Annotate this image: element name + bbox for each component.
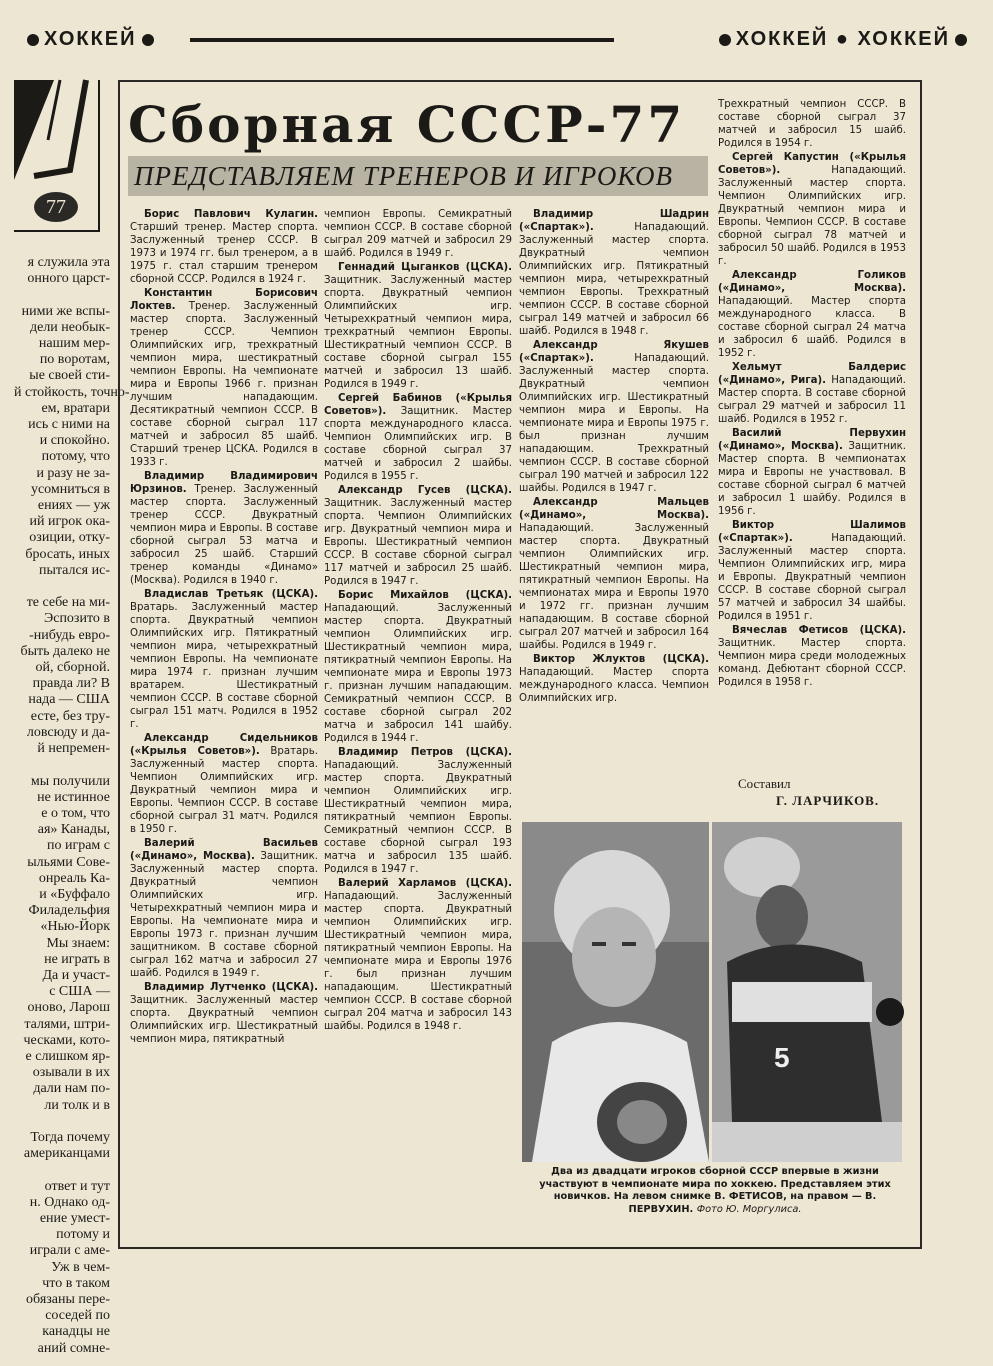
fragment-line: е слишком яр-: [25, 1048, 110, 1064]
player-bio: Защитник. Заслуженный мастер спорта. Двукратный чемпион Олимпийских игр. Четырехкратный чемпион мира и Европы. На чемпионате мира и Европы 1973 г. признан лучшим защитником. В составе сборной сыграл 162 матча и забросил 27 шайб. Родился в 1949 г.: [130, 851, 318, 979]
player-bio: Защитник. Мастер спорта. Чемпион мира среди молодежных команд. Дебютант сборной СССР. Родился в 1958 г.: [718, 638, 906, 688]
player-bio: Нападающий. Заслуженный мастер спорта. Чемпион Олимпийских игр, мира и Европы. Двукратный чемпион СССР. В составе сборной сыграл 57 матчей и забросил 34 шайбы. Родился в 1951 г.: [718, 533, 906, 622]
fragment-line: й стойкость, точно-: [14, 384, 130, 400]
player-entry: [519, 653, 709, 705]
article-title: Сборная СССР-77: [128, 95, 686, 154]
player-name: Владимир Лутченко (ЦСКА).: [144, 982, 318, 993]
fragment-line: дали нам по-: [33, 1081, 110, 1097]
fragment-line: ые своей сти-: [29, 368, 110, 384]
fragment-line: обязаны пере-: [26, 1292, 110, 1307]
article-subtitle: ПРЕДСТАВЛЯЕМ ТРЕНЕРОВ И ИГРОКОВ: [128, 156, 708, 196]
player-name: Константин Борисович Локтев.: [130, 288, 318, 312]
fragment-line: потому и: [56, 1227, 110, 1243]
player-entry: [324, 208, 512, 260]
player-entry: [324, 877, 512, 1033]
author-name: Г. ЛАРЧИКОВ.: [776, 793, 880, 808]
player-bio: Нападающий. Заслуженный мастер спорта. Чемпион Олимпийских игр. Двукратный чемпион мира и Европы. Чемпион СССР. В составе сборной сыграл 78 матчей и забросил 50 шайб. Родился в 1953 г.: [718, 165, 906, 267]
fragment-line: Мы знаем:: [46, 935, 110, 951]
page-header: [22, 24, 972, 56]
fragment-line: ем, вратари: [41, 400, 110, 416]
fragment-line: ий игрок ока-: [29, 514, 110, 530]
fragment-line: [14, 1114, 110, 1130]
player-bio: Нападающий. Заслуженный мастер спорта. Двукратный чемпион Олимпийских игр. Шестикратный чемпион мира, пятикратный чемпион Европы. На чемпионатах мира и Европы 1970 и 1972 гг. признан лучшим нападающим. В составе сборной сыграл 207 матчей и забросил 164 шайбы. Родился в 1949 г.: [519, 523, 709, 651]
fragment-line: ыльями Сове-: [27, 854, 110, 870]
player-bio: Защитник. Заслуженный мастер спорта. Чемпион Олимпийских игр. Двукратный чемпион мира и Европы. Шестикратный чемпион СССР. В составе сборной сыграл 117 матчей и забросил 25 шайб. Родился в 1947 г.: [324, 498, 512, 587]
fragment-line: онного царст-: [27, 271, 110, 287]
player-name: Сергей Капустин («Крылья Советов»).: [718, 152, 906, 176]
player-name: Владимир Владимирович Юрзинов.: [130, 471, 318, 495]
fragment-line: не играть в: [44, 951, 110, 967]
fragment-line: ение умест-: [39, 1210, 110, 1226]
player-entry: [718, 519, 906, 623]
player-name: Виктор Шалимов («Спартак»).: [718, 520, 906, 544]
player-entry: [718, 98, 906, 150]
player-name: Хельмут Балдерис («Динамо», Рига).: [718, 362, 906, 386]
section-label-text: ХОККЕЙ: [44, 28, 137, 50]
player-name: Василий Первухин («Динамо», Москва).: [718, 428, 906, 452]
fragment-line: [14, 287, 110, 303]
fragment-line: бросать, иных: [25, 546, 110, 562]
bullet-icon: [142, 34, 154, 46]
player-name: Александр Мальцев («Динамо», Москва).: [519, 497, 709, 521]
player-entry: [718, 427, 906, 518]
fragment-line: [14, 757, 110, 773]
player-entry: [130, 732, 318, 836]
fragment-line: канадцы не: [42, 1324, 110, 1340]
fragment-line: что в таком: [42, 1275, 110, 1291]
text-column-2: [324, 208, 512, 1034]
player-bio: Нападающий. Заслуженный мастер спорта. Двукратный чемпион Олимпийских игр. Шестикратный чемпион мира, пятикратный чемпион Европы. Семикратный чемпион СССР. В составе сборной сыграл 193 матча и забросил 135 шайб. Родился в 1947 г.: [324, 760, 512, 875]
fragment-line: -нибудь евро-: [29, 627, 110, 643]
player-bio: Нападающий. Мастер спорта. В составе сборной сыграл 29 матчей и забросил 11 шайб. Родился в 1952 г.: [718, 375, 906, 425]
player-bio: Тренер. Заслуженный мастер спорта. Заслуженный тренер СССР. Чемпион Олимпийских игр, трехкратный чемпион мира, шестикратный чемпион Европы. На чемпионате мира и Европы 1966 г. признан лучшим нападающим. Десятикратный чемпион СССР. В составе сборной сыграл 117 матчей и забросил 85 шайб. Старший тренер ЦСКА. Родился в 1933 г.: [130, 301, 318, 468]
fragment-line: ответ и тут: [44, 1178, 110, 1194]
player-entry: [519, 208, 709, 338]
player-entry: [324, 484, 512, 588]
fragment-line: нашим мер-: [38, 336, 110, 352]
fragment-line: ли толк и в: [44, 1097, 110, 1113]
fragment-line: е о том, что: [41, 805, 110, 821]
player-entry: [130, 981, 318, 1046]
fragment-line: н. Однако од-: [29, 1194, 110, 1210]
fragment-line: Эспозито в: [43, 611, 110, 627]
logo-number: 77: [34, 192, 78, 222]
player-name: Борис Павлович Кулагин.: [144, 209, 318, 220]
player-name: Владимир Петров (ЦСКА).: [338, 747, 512, 758]
player-bio: Нападающий. Мастер спорта международного класса. В составе сборной сыграл 24 матча и забросил 6 шайб. Родился в 1952 г.: [718, 296, 906, 359]
player-bio: Нападающий. Заслуженный мастер спорта. Двукратный чемпион Олимпийских игр. Шестикратный чемпион мира, пятикратный чемпион Европы. На чемпионате мира и Европы 1976 г. был признан лучшим нападающим. Шестикратный чемпион СССР. В составе сборной сыграл 204 матча и забросил 143 шайбы. Родился в 1948 г.: [324, 891, 512, 1032]
player-action-image: [712, 822, 902, 1162]
fragment-line: с США —: [49, 984, 110, 1000]
fragment-line: оново, Ларош: [27, 1000, 110, 1016]
fragment-line: по воротам,: [39, 352, 110, 368]
fragment-line: [14, 1162, 110, 1178]
photo-credit: Фото Ю. Моргулиса.: [696, 1203, 802, 1215]
fragment-line: ними же вспы-: [21, 303, 110, 319]
text-column-4: [718, 98, 906, 690]
text-column-1: [130, 208, 318, 1047]
player-bio: Защитник. Заслуженный мастер спорта. Двукратный чемпион Олимпийских игр. Шестикратный чемпион мира, пятикратный: [130, 995, 318, 1045]
player-name: Александр Гусев (ЦСКА).: [338, 485, 512, 496]
jersey-number: 5: [774, 1042, 790, 1073]
fragment-line: есте, без тру-: [30, 708, 110, 724]
fragment-line: ениях — уж: [37, 498, 110, 514]
player-bio: Старший тренер. Мастер спорта. Заслуженный тренер СССР. В 1973 и 1974 гг. был тренером, а в 1975 г. стал старшим тренером сборной СССР. Родился в 1924 г.: [130, 222, 318, 285]
fragment-line: играли с аме-: [29, 1243, 110, 1259]
player-entry: [130, 837, 318, 980]
fragment-line: быть далеко не: [20, 643, 110, 659]
player-bio: Защитник. Мастер спорта. В чемпионатах мира и Европы не участвовал. В составе сборной сыграл 6 матчей и забросил 1 шайбу. Родился в 1956 г.: [718, 441, 906, 517]
fragment-line: талями, штри-: [24, 1016, 110, 1032]
player-entry: [324, 261, 512, 391]
fragment-line: Да и участ-: [42, 967, 110, 983]
player-bio: Нападающий. Заслуженный мастер спорта. Двукратный чемпион Олимпийских игр. Шестикратный чемпион мира и Европы. На чемпионате мира и Европы 1975 г. был признан лучшим нападающим. Трехкратный чемпион СССР. В составе сборной сыграл 190 матчей и забросил 122 шайбы. Родился в 1947 г.: [519, 353, 709, 494]
player-bio: Нападающий. Мастер спорта международного класса. Чемпион Олимпийских игр.: [519, 667, 709, 704]
bullet-icon: [27, 34, 39, 46]
fragment-line: и «Буффало: [39, 886, 110, 902]
section-label-left: [22, 28, 159, 51]
player-entry: [519, 339, 709, 495]
player-bio: Нападающий. Заслуженный мастер спорта. Двукратный чемпион Олимпийских игр. Шестикратный чемпион мира, пятикратный чемпион Европы. На чемпионате мира и Европы 1973 г. признан лучшим нападающим. Семикратный чемпион СССР. В составе сборной сыграл 202 матча и забросил 141 шайбу. Родился в 1944 г.: [324, 603, 512, 744]
player-name: Владимир Шадрин («Спартак»).: [519, 209, 709, 233]
fragment-line: Уж в чем-: [51, 1259, 110, 1275]
player-bio: Нападающий. Заслуженный мастер спорта. Двукратный чемпион Олимпийских игр. Пятикратный чемпион мира, четырехкратный чемпион Европы. Трехкратный чемпион СССР. В составе сборной сыграл 149 матчей и забросил 66 шайб. Родился в 1948 г.: [519, 222, 709, 337]
player-name: Александр Якушев («Спартак»).: [519, 340, 709, 364]
player-bio: Вратарь. Заслуженный мастер спорта. Чемпион Олимпийских игр. Двукратный чемпион мира и Европы. Чемпион СССР. В составе сборной сыграл 31 матч. Родился в 1950 г.: [130, 746, 318, 835]
fragment-line: онреаль Ка-: [38, 870, 110, 886]
fragment-line: я служила эта: [27, 255, 110, 270]
fragment-line: Тогда почему: [30, 1129, 110, 1145]
fragment-line: по играм с: [46, 838, 110, 854]
hockey-stick-icon: [14, 80, 98, 190]
player-bio: Тренер. Заслуженный мастер спорта. Заслуженный тренер СССР. Двукратный чемпион мира и Европы. В составе сборной сыграл 53 матча и забросил 25 шайб. Старший тренер команды «Динамо» (Москва). Родился в 1940 г.: [130, 484, 318, 586]
fragment-line: озывали в их: [32, 1065, 110, 1081]
player-bio: Трехкратный чемпион СССР. В составе сборной сыграл 37 матчей и забросил 15 шайб. Родился в 1954 г.: [718, 99, 906, 149]
player-name: Вячеслав Фетисов (ЦСКА).: [732, 625, 906, 636]
text-column-3: [519, 208, 709, 706]
fragment-line: ись с ними на: [28, 417, 110, 433]
fragment-line: соседей по: [45, 1308, 110, 1324]
bullet-icon: [955, 34, 967, 46]
player-entry: [718, 361, 906, 426]
player-name: Сергей Бабинов («Крылья Советов»).: [324, 393, 512, 417]
fragment-line: ой, сборной.: [35, 660, 110, 676]
player-entry: [130, 287, 318, 469]
player-bio: Защитник. Мастер спорта международного класса. Чемпион Олимпийских игр. В составе сборной сыграл 37 матчей и забросил 2 шайбы. Родился в 1955 г.: [324, 406, 512, 482]
fragment-line: мы получили: [30, 773, 110, 789]
fragment-line: й непремен-: [37, 741, 110, 757]
player-entry: [519, 496, 709, 652]
player-name: Борис Михайлов (ЦСКА).: [338, 590, 512, 601]
player-portrait-image: [522, 822, 709, 1162]
fragment-line: правда ли? В: [32, 676, 110, 692]
fragment-line: те себе на ми-: [26, 595, 110, 611]
player-bio: чемпион Европы. Семикратный чемпион СССР. В составе сборной сыграл 209 матчей и забросил 29 шайб. Родился в 1949 г.: [324, 209, 512, 259]
player-name: Валерий Харламов (ЦСКА).: [338, 878, 512, 889]
bullet-icon: [719, 34, 731, 46]
player-entry: [718, 151, 906, 268]
fragment-line: [14, 579, 110, 595]
player-bio: Защитник. Заслуженный мастер спорта. Двукратный чемпион Олимпийских игр. Четырехкратный чемпион мира, трехкратный чемпион Европы. Шестикратный чемпион СССР. В составе сборной сыграл 155 матчей и забросил 13 шайб. Родился в 1949 г.: [324, 275, 512, 390]
adjacent-article-fragment: [14, 255, 130, 1356]
player-name: Геннадий Цыганков (ЦСКА).: [338, 262, 512, 273]
player-name: Владислав Третьяк (ЦСКА).: [144, 589, 318, 600]
fragment-line: аний сомне-: [37, 1340, 110, 1356]
section-label-text: ХОККЕЙ ● ХОККЕЙ: [735, 28, 950, 50]
player-name: Валерий Васильев («Динамо», Москва).: [130, 838, 318, 862]
player-entry: [718, 624, 906, 689]
fragment-line: потому, что: [41, 449, 110, 465]
fragment-line: ая» Канады,: [37, 822, 110, 838]
fragment-line: ловсюду и да-: [26, 724, 110, 740]
fragment-line: американцами: [23, 1146, 110, 1162]
player-name: Виктор Жлуктов (ЦСКА).: [533, 654, 709, 665]
player-entry: [130, 588, 318, 731]
player-entry: [324, 589, 512, 745]
fragment-line: «Нью-Йорк: [40, 919, 110, 935]
photo-fetisov: [522, 822, 709, 1162]
caption-text: Два из двадцати игроков сборной СССР впервые в жизни участвуют в чемпионате мира по хоккею. Представляем этих новичков. На левом снимке В. ФЕТИСОВ, на правом — В. ПЕРВУХИН.: [539, 1166, 891, 1215]
player-bio: Вратарь. Заслуженный мастер спорта. Двукратный чемпион Олимпийских игр. Пятикратный чемпион мира, четырехкратный чемпион Европы. На чемпионате мира 1974 г. признан лучшим вратарем. Шестикратный чемпион СССР. В составе сборной сыграл 151 матч. Родился в 1952 г.: [130, 602, 318, 730]
header-rule: [190, 38, 614, 42]
fragment-line: пытался ис-: [38, 562, 110, 578]
tournament-logo: [14, 80, 100, 232]
photo-caption: [524, 1166, 906, 1216]
fragment-line: дели необык-: [29, 319, 110, 335]
player-name: Александр Голиков («Динамо», Москва).: [718, 270, 906, 294]
fragment-line: ческами, кото-: [23, 1032, 110, 1048]
fragment-line: нада — США: [28, 692, 110, 708]
player-entry: [324, 392, 512, 483]
fragment-line: озиции, отку-: [29, 530, 110, 546]
compiled-by-label: Составил: [738, 776, 791, 791]
section-label-right: [714, 28, 972, 51]
photo-pervukhin: [712, 822, 902, 1162]
fragment-line: Филадельфия: [28, 903, 110, 919]
fragment-line: усомниться в: [30, 481, 110, 497]
fragment-line: и спокойно.: [39, 433, 110, 449]
player-entry: [718, 269, 906, 360]
player-entry: [130, 208, 318, 286]
fragment-line: и разу не за-: [36, 465, 110, 481]
player-entry: [324, 746, 512, 876]
player-entry: [130, 470, 318, 587]
fragment-line: не истинное: [37, 789, 110, 805]
player-name: Александр Сидельников («Крылья Советов»).: [130, 733, 318, 757]
